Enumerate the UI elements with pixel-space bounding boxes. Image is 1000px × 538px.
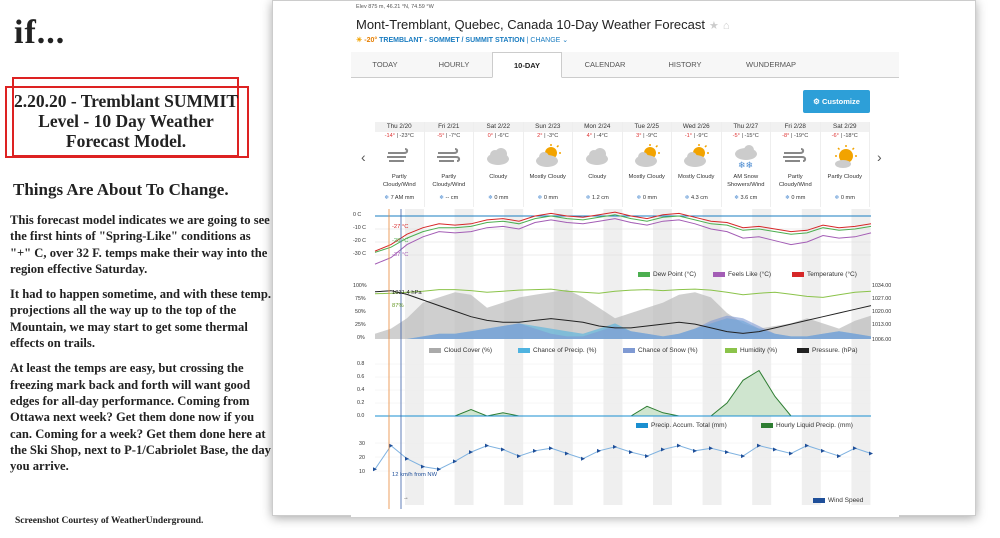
wind-speed-line: [375, 446, 871, 470]
wind-direction-marker: [485, 444, 489, 448]
title-box-text: 2.20.20 - Tremblant SUMMIT Level - 10 Day Weather Forecast Model.: [13, 91, 239, 151]
day-card[interactable]: [623, 122, 673, 207]
humidity-annotation: 87%: [392, 303, 404, 309]
wind-direction-marker: [837, 454, 841, 458]
post-paragraph: At least the temps are easy, but crossing the freezing mark back and forth will want good edges for all-day performance. Coming from Ottawa next week? Get them done now if you can. Coming for a week? Get them done here at the Ski Shop, next to P-1/Cabriolet Base, the day you arrive.: [10, 361, 271, 474]
home-icon[interactable]: ⌂: [722, 20, 730, 32]
day-precip: ❄ 0 mm: [636, 195, 657, 201]
legend-pressure[interactable]: Pressure. (hPa): [797, 347, 858, 354]
station-temp: -20°: [364, 37, 378, 44]
change-label: CHANGE: [530, 37, 561, 44]
station-selector: [356, 36, 568, 44]
prev-days-arrow-icon[interactable]: ‹: [361, 149, 366, 165]
temp-annotation: -27 °C: [392, 224, 409, 230]
wind-direction-marker: [821, 449, 825, 453]
wind-ytick: 30: [359, 441, 365, 447]
wind-direction-marker: [533, 449, 537, 453]
day-temps: -8° | -19°C: [782, 133, 809, 139]
night-band: [554, 209, 573, 505]
day-precip: ❄ 7 AM mm: [384, 195, 415, 201]
day-temps: 4° | -4°C: [586, 133, 608, 139]
day-precip: ❄ 1.2 cm: [585, 195, 609, 201]
day-date: Fri 2/28: [771, 122, 820, 132]
day-precip: ❄ 0 mm: [537, 195, 558, 201]
legend-temperature[interactable]: Temperature (°C): [792, 271, 857, 278]
day-condition: Partly Cloudy/Wind: [382, 174, 416, 188]
wind-icon: [771, 141, 820, 173]
cloud-ytick: 0%: [357, 335, 365, 341]
day-date: Mon 2/24: [573, 122, 622, 132]
page-title: [356, 17, 730, 32]
day-temps: -6° | -18°C: [831, 133, 858, 139]
forecast-tabs: [351, 52, 899, 78]
temperature-line: [375, 212, 871, 251]
day-temps: -14° | -23°C: [384, 133, 414, 139]
day-card[interactable]: [722, 122, 772, 207]
day-date: Fri 2/21: [425, 122, 474, 132]
change-station-link[interactable]: | CHANGE ⌄: [526, 37, 569, 44]
day-temps: 2° | -3°C: [537, 133, 559, 139]
legend-chance-precip[interactable]: Chance of Precip. (%): [518, 347, 597, 354]
mostly-cloudy-icon: [524, 141, 573, 173]
post-paragraph: This forecast model indicates we are going to see the first hints of "Spring-Like" conditions as "+" C, over 32 F. temps make their way into the region effective Saturday.: [10, 213, 270, 276]
wind-ytick: 10: [359, 469, 365, 475]
mostly-cloudy-icon: [672, 141, 721, 173]
day-temps: 3° | -9°C: [636, 133, 658, 139]
legend-humidity[interactable]: Humidity (%): [725, 347, 777, 354]
day-precip: ❄ 0 mm: [785, 195, 806, 201]
day-card[interactable]: [474, 122, 524, 207]
day-card[interactable]: [771, 122, 821, 207]
day-date: Sat 2/22: [474, 122, 523, 132]
gear-icon: ⚙: [813, 97, 820, 106]
night-band: [802, 209, 821, 505]
tab-wundermap[interactable]: WUNDERMAP: [746, 60, 796, 69]
wind-direction-marker: [549, 446, 553, 450]
wind-direction-marker: [629, 450, 633, 454]
day-card[interactable]: [573, 122, 623, 207]
legend-cloud-cover[interactable]: Cloud Cover (%): [429, 347, 492, 354]
night-band: [455, 209, 474, 505]
day-date: Thu 2/27: [722, 122, 771, 132]
forecast-screenshot-window: [272, 0, 976, 516]
day-card[interactable]: [425, 122, 475, 207]
temp-ytick: -10 C: [353, 225, 366, 231]
day-precip: ❄ 3.6 cm: [734, 195, 758, 201]
precip-ytick: 0.6: [357, 374, 365, 380]
night-band: [603, 209, 622, 505]
day-temps: -1° | -9°C: [684, 133, 708, 139]
tab-today[interactable]: TODAY: [372, 60, 398, 69]
next-days-arrow-icon[interactable]: ›: [877, 149, 882, 165]
screenshot-credit: Screenshot Courtesy of WeatherUnderground.: [15, 516, 204, 526]
post-paragraph: It had to happen sometime, and with these temp. projections all the way up to the top of the Mountain, we may start to get some thermal effects on trails.: [10, 287, 271, 351]
post-body: [10, 212, 272, 483]
cloud-ytick: 50%: [355, 309, 366, 315]
day-card[interactable]: [821, 122, 871, 207]
tab-10-day[interactable]: 10-DAY: [492, 52, 562, 78]
snow-icon: [722, 141, 771, 173]
precip-ytick: 0.0: [357, 413, 365, 419]
precip-ytick: 0.8: [357, 361, 365, 367]
pressure-ytick: 1034.00: [872, 283, 892, 289]
precip-ytick: 0.2: [357, 400, 365, 406]
day-temps: -5° | -15°C: [732, 133, 759, 139]
pressure-ytick: 1013.00: [872, 322, 892, 328]
cloud-ytick: 75%: [355, 296, 366, 302]
page-title-text: Mont-Tremblant, Quebec, Canada 10-Day Weather Forecast: [356, 17, 705, 32]
day-condition: Partly Cloudy/Wind: [778, 174, 812, 188]
day-date: Thu 2/20: [375, 122, 424, 132]
feels-annotation: -37 °C: [392, 252, 409, 258]
cloudy-icon: [573, 141, 622, 173]
wind-direction-marker: [581, 457, 585, 461]
day-condition: AM Snow Showers/Wind: [727, 174, 765, 188]
pressure-ytick: 1027.00: [872, 296, 892, 302]
day-precip: ❄ 0 mm: [834, 195, 855, 201]
customize-button[interactable]: [803, 90, 870, 113]
wind-annotation: 12 km/h from NW: [392, 472, 438, 478]
temp-ytick: -30 C: [353, 251, 366, 257]
wind-direction-marker: [677, 444, 681, 448]
wind-direction-marker: [773, 448, 777, 452]
day-date: Sat 2/29: [821, 122, 870, 132]
station-name[interactable]: TREMBLANT - SOMMET / SUMMIT STATION: [379, 37, 525, 44]
wind-direction-marker: [693, 449, 697, 453]
dew-annotation: -28 °C: [392, 238, 409, 244]
wind-direction-marker: [869, 451, 873, 455]
wind-direction-arrow-icon: →: [403, 495, 409, 501]
daily-forecast-strip: [375, 122, 870, 207]
day-temps: -5° | -7°C: [437, 133, 461, 139]
wind-direction-marker: [597, 449, 601, 453]
wind-direction-marker: [645, 454, 649, 458]
day-precip: ❄ 4.3 cm: [684, 195, 708, 201]
day-condition: Partly Cloudy: [827, 174, 862, 180]
day-date: Wed 2/26: [672, 122, 721, 132]
elevation-coordinates: Elev 875 m, 46.21 °N, 74.59 °W: [356, 4, 434, 10]
day-condition: Mostly Cloudy: [628, 174, 665, 180]
tab-calendar[interactable]: CALENDAR: [584, 60, 626, 69]
partly-cloudy-wind-icon: [375, 141, 424, 173]
cloudy-icon: [474, 141, 523, 173]
day-card[interactable]: [672, 122, 722, 207]
night-band: [653, 209, 672, 505]
day-condition: Mostly Cloudy: [529, 174, 566, 180]
tab-history[interactable]: HISTORY: [668, 60, 702, 69]
precip-ytick: 0.4: [357, 387, 365, 393]
legend-wind-speed[interactable]: Wind Speed: [813, 497, 863, 504]
forecast-panel: [351, 1, 899, 517]
cloud-ytick: 100%: [353, 283, 367, 289]
night-band: [851, 209, 870, 505]
favorite-star-icon[interactable]: ★: [709, 20, 719, 32]
pressure-ytick: 1020.00: [872, 309, 892, 315]
day-date: Sun 2/23: [524, 122, 573, 132]
wind-direction-marker: [789, 451, 793, 455]
customize-label: Customize: [821, 97, 860, 106]
pressure-ytick: 1006.00: [872, 337, 892, 343]
blog-column: [0, 0, 272, 538]
post-heading: if...: [14, 14, 66, 51]
cloud-ytick: 25%: [355, 322, 366, 328]
day-precip: ❄ -- cm: [439, 195, 459, 201]
night-band: [752, 209, 771, 505]
day-date: Tue 2/25: [623, 122, 672, 132]
post-subheading: Things Are About To Change.: [13, 180, 229, 199]
day-precip: ❄ 0 mm: [488, 195, 509, 201]
chevron-down-icon: ⌄: [562, 37, 569, 44]
partly-cloudy-icon: [821, 141, 870, 173]
forecast-charts: [351, 209, 899, 515]
temp-ytick: -20 C: [353, 238, 366, 244]
legend-precip-accum[interactable]: Precip. Accum. Total (mm): [636, 422, 727, 429]
legend-hourly-liquid[interactable]: Hourly Liquid Precip. (mm): [761, 422, 853, 429]
night-band: [703, 209, 722, 505]
legend-chance-snow[interactable]: Chance of Snow (%): [623, 347, 698, 354]
temp-ytick: 0 C: [353, 212, 362, 218]
tab-hourly[interactable]: HOURLY: [438, 60, 470, 69]
wind-icon: [425, 141, 474, 173]
day-condition: Cloudy: [588, 174, 607, 180]
legend-feels-like[interactable]: Feels Like (°C): [713, 271, 771, 278]
partly-sunny-icon: ☀: [356, 37, 363, 44]
wind-direction-marker: [437, 467, 441, 471]
night-band: [504, 209, 523, 505]
day-condition: Cloudy: [489, 174, 508, 180]
mostly-cloudy-icon: [623, 141, 672, 173]
svg-text:❄❄: ❄❄: [737, 160, 753, 170]
hourly-liquid-area: [375, 371, 871, 417]
legend-dew-point[interactable]: Dew Point (°C): [638, 271, 696, 278]
day-card[interactable]: [375, 122, 425, 207]
wind-direction-marker: [725, 450, 729, 454]
day-condition: Mostly Cloudy: [678, 174, 715, 180]
day-card[interactable]: [524, 122, 574, 207]
day-temps: 0° | -6°C: [487, 133, 509, 139]
wind-ytick: 20: [359, 455, 365, 461]
feels-like-line: [375, 219, 871, 265]
pressure-annotation: 1031.4 hPa: [392, 290, 422, 296]
day-condition: Partly Cloudy/Wind: [432, 174, 466, 188]
